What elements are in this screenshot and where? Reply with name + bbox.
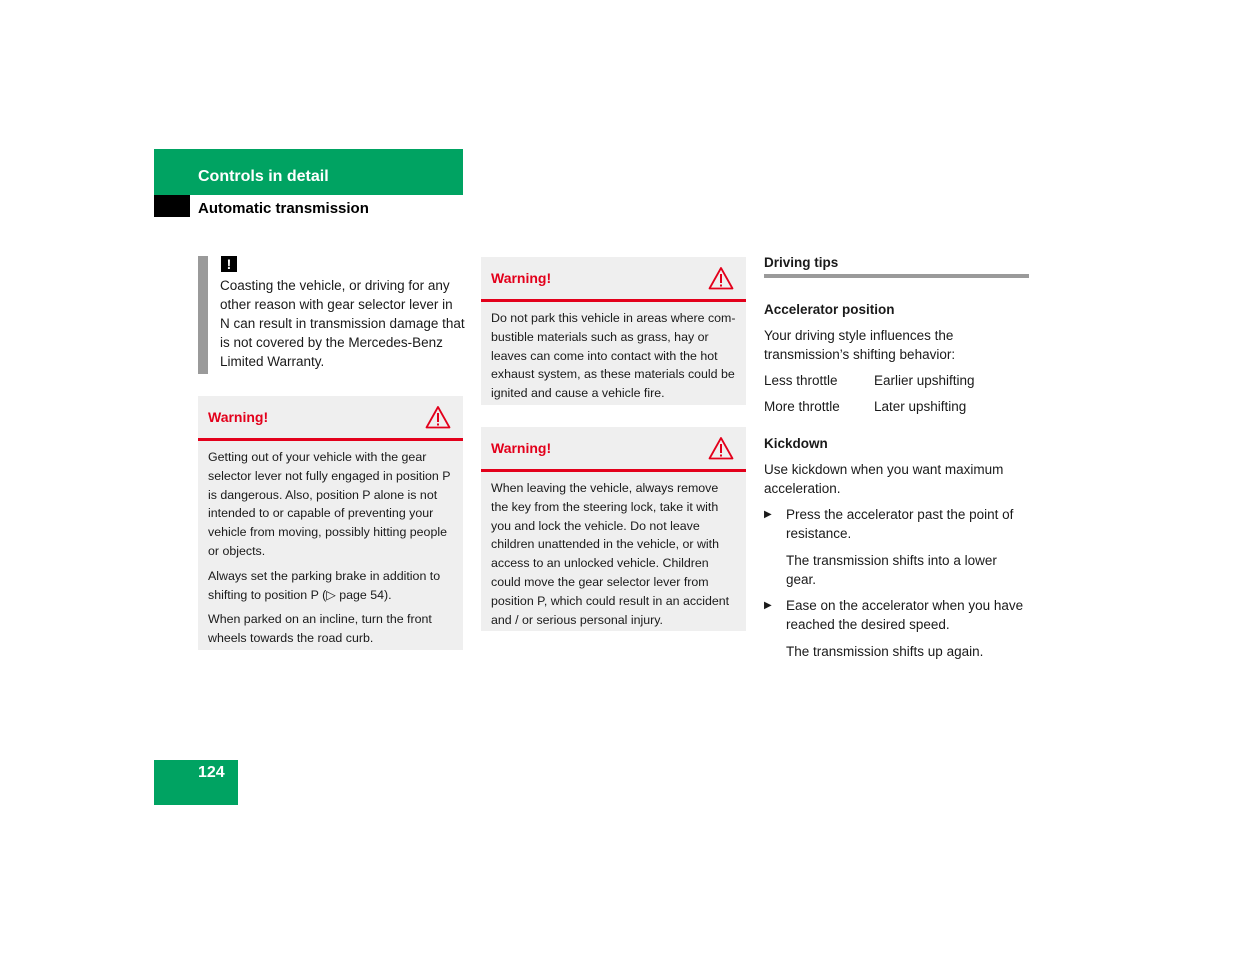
notice-bar: [198, 256, 208, 374]
step-result: The transmission shifts into a lower gear.: [786, 553, 997, 587]
throttle-row: [764, 397, 1029, 416]
throttle-level: Less throttle: [764, 373, 838, 388]
warning-label: Warning!: [491, 440, 552, 456]
step-item: [764, 505, 1029, 543]
subsection-marker: [154, 195, 190, 217]
notice-text: [220, 276, 465, 371]
step-action: Ease on the accelerator when you have reached the desired speed.: [786, 598, 1024, 632]
warning-body: [198, 441, 463, 655]
page-number: 124: [198, 764, 225, 781]
warning-triangle-icon: [425, 405, 451, 429]
exclamation-icon: !: [221, 256, 237, 272]
warning-box-children: [481, 427, 746, 631]
notice-text-content: Coasting the vehicle, or driving for any other reason with gear selector lever in N can result in transmission damage that is not covered by the Mercedes-Benz Limited Warranty.: [220, 278, 465, 369]
warning-paragraph: Getting out of your vehicle with the gear selector lever not fully engaged in position P is dangerous. Also, position P alone is not intended to or capable of preventing your vehicle from moving, possibly hitting people or objects.: [208, 450, 451, 558]
warning-triangle-icon: [708, 266, 734, 290]
warning-paragraph: When parked on an incline, turn the front wheels towards the road curb.: [208, 612, 432, 646]
warning-body: [481, 302, 746, 410]
warning-header: [481, 257, 746, 302]
bullet-arrow-icon: ▶: [764, 600, 772, 611]
shift-behavior: Later upshifting: [874, 399, 967, 414]
step-action: Press the accelerator past the point of resistance.: [786, 507, 1014, 541]
warning-label: Warning!: [491, 270, 552, 286]
shift-behavior: Earlier upshifting: [874, 373, 975, 388]
warning-triangle-icon: [708, 436, 734, 460]
kickdown-intro: Use kickdown when you want maximum acceleration.: [764, 462, 1004, 496]
section-title: Controls in detail: [198, 168, 329, 185]
throttle-level: More throttle: [764, 399, 840, 414]
warning-header: [198, 396, 463, 441]
warning-paragraph: Do not park this vehicle in areas where com-bustible materials such as grass, hay or leaves can come into contact with the hot exhaust system, as these materials could be ignited and cause a vehicle fire.: [491, 311, 736, 401]
warning-paragraph: When leaving the vehicle, always remove the key from the steering lock, take it with you and lock the vehicle. Do not leave children unattended in the vehicle, or with access to an unlocked vehicle. Children could move the gear selector lever from position P, which could result in an accident and / or serious personal injury.: [491, 481, 730, 627]
kickdown-heading: Kickdown: [764, 436, 828, 451]
warning-header: [481, 427, 746, 472]
accelerator-intro: Your driving style influences the transmission’s shifting behavior:: [764, 328, 956, 362]
warning-box-fire-hazard: [481, 257, 746, 405]
warning-box-parking-position: [198, 396, 463, 650]
subsection-title: Automatic transmission: [198, 200, 369, 217]
warning-label: Warning!: [208, 409, 269, 425]
step-item: [764, 596, 1029, 634]
page-number-band: [154, 760, 238, 805]
throttle-row: [764, 371, 1029, 390]
driving-tips-title: Driving tips: [764, 253, 1029, 278]
warning-body: [481, 472, 746, 636]
warning-paragraph: Always set the parking brake in addition to shifting to position P (▷ page 54).: [208, 568, 441, 602]
step-result: The transmission shifts up again.: [786, 644, 984, 659]
driving-tips-section: [764, 253, 1029, 661]
accelerator-heading: Accelerator position: [764, 302, 895, 317]
bullet-arrow-icon: ▶: [764, 509, 772, 520]
